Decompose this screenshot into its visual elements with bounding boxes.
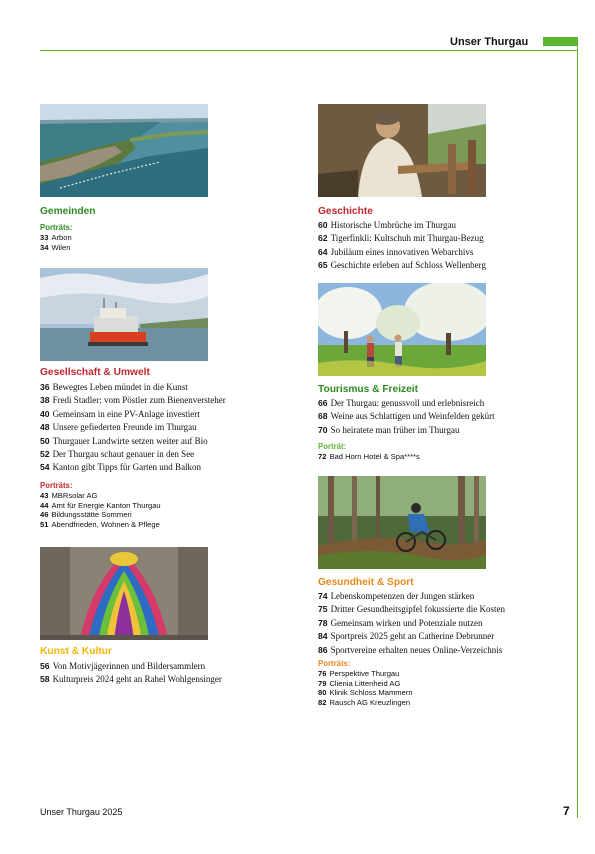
- portrait-text: Perspektive Thurgau: [329, 669, 400, 678]
- portrait-text: Amt für Energie Kanton Thurgau: [51, 500, 161, 510]
- toc-entry: [318, 410, 495, 423]
- portrait-entry: [40, 491, 161, 501]
- toc-entry: [40, 660, 222, 673]
- section-title-tourismus: Tourismus & Freizeit: [318, 384, 419, 395]
- toc-entry: [40, 421, 226, 434]
- article-title: Jubiläum eines innovativen Webarchivs: [330, 246, 474, 257]
- article-title: Sportpreis 2025 geht an Catherine Debrunner: [330, 631, 495, 642]
- portraits-tourismus: [318, 442, 420, 462]
- page-number: 72: [318, 452, 327, 461]
- page-number: 70: [318, 424, 328, 435]
- portrait-entry: [40, 243, 73, 253]
- page-number: 46: [40, 510, 49, 520]
- portrait-entry: [40, 233, 73, 243]
- page-number: 78: [318, 617, 328, 628]
- portraits-gesundheit: [318, 659, 413, 708]
- page-number: 51: [40, 520, 49, 530]
- page-number: 80: [318, 688, 327, 698]
- photo-research-boat: [40, 268, 208, 361]
- toc-entry: [318, 617, 505, 630]
- article-title: Tigerfinkli: Kultschuh mit Thurgau-Bezug: [330, 233, 484, 244]
- article-title: Thurgauer Landwirte setzen weiter auf Bio: [52, 435, 208, 446]
- portraits-gesellschaft: [40, 481, 161, 530]
- page-number: 82: [318, 698, 327, 708]
- portrait-entry: [40, 501, 161, 511]
- toc-entry: [40, 394, 226, 407]
- toc-tourismus: [318, 397, 495, 437]
- page-number: 79: [318, 678, 327, 688]
- article-title: Der Thurgau: genussvoll und erlebnisreich: [330, 398, 485, 408]
- header-accent-bar: [543, 37, 578, 46]
- portrait-text: Arbon: [51, 233, 72, 242]
- section-title-gesellschaft: Gesellschaft & Umwelt: [40, 367, 150, 378]
- toc-entry: [318, 603, 505, 616]
- page-number: 86: [318, 644, 328, 655]
- portrait-entry: [318, 452, 420, 462]
- page-number: 44: [40, 500, 49, 510]
- photo-arbon-aerial: [40, 104, 208, 197]
- article-title: Der Thurgau schaut genauer in den See: [52, 449, 195, 460]
- article-title: Weine aus Schlattigen und Weinfelden gekürt: [330, 411, 495, 422]
- toc-kunst: [40, 660, 222, 687]
- article-title: Geschichte erleben auf Schloss Wellenberg: [330, 260, 486, 271]
- page-number: 38: [40, 395, 50, 406]
- page-number: 62: [318, 233, 328, 244]
- magazine-header-title: Unser Thurgau: [450, 36, 529, 48]
- toc-entry: [40, 435, 226, 448]
- toc-gesundheit: [318, 590, 505, 657]
- article-title: Fredi Stadler: vom Pöstler zum Bienenversteher: [52, 395, 226, 406]
- toc-entry: [318, 630, 505, 643]
- portrait-text: Bad Horn Hotel & Spa****s: [329, 452, 420, 461]
- portraits-label: Porträts:: [40, 223, 73, 232]
- page-number: 50: [40, 435, 50, 446]
- article-title: Dritter Gesundheitsgipfel fokussierte die Kosten: [330, 604, 506, 615]
- article-title: Historische Umbrüche im Thurgau: [330, 220, 456, 230]
- toc-entry: [40, 381, 226, 394]
- toc-entry: [40, 448, 226, 461]
- portrait-text: Bildungsstätte Sommeri: [51, 510, 132, 520]
- portrait-text: Clienia Littenheid AG: [329, 678, 401, 688]
- article-title: Von Motivjägerinnen und Bildersammlern: [52, 661, 206, 671]
- toc-entry: [318, 590, 505, 603]
- portraits-label: Porträts:: [40, 481, 73, 490]
- toc-entry: [40, 461, 226, 474]
- photo-craftsman-lathe: [318, 104, 486, 197]
- page-number: 34: [40, 242, 49, 252]
- page-number: 36: [40, 382, 50, 392]
- section-title-kunst: Kunst & Kultur: [40, 646, 112, 657]
- portrait-entry: [318, 698, 413, 708]
- portrait-text: Wilen: [51, 242, 71, 252]
- page-number: 65: [318, 260, 328, 271]
- section-title-gemeinden: Gemeinden: [40, 206, 96, 217]
- toc-entry: [318, 259, 486, 272]
- page-number: 58: [40, 674, 50, 685]
- toc-gesellschaft: [40, 381, 226, 475]
- photo-mountain-biker: [318, 476, 486, 569]
- photo-textile-sculpture: [40, 547, 208, 640]
- page-number: 68: [318, 411, 328, 422]
- page-number: 40: [40, 408, 50, 419]
- page-number: 60: [318, 220, 328, 230]
- portrait-text: MBRsolar AG: [51, 491, 98, 500]
- portraits-label: Porträt:: [318, 442, 347, 451]
- page-number: 64: [318, 246, 328, 257]
- toc-entry: [318, 232, 486, 245]
- portrait-text: Abendfrieden, Wohnen & Pflege: [51, 520, 160, 530]
- portrait-entry: [318, 669, 413, 679]
- portrait-entry: [318, 679, 413, 689]
- toc-entry: [318, 397, 495, 410]
- page-number: 48: [40, 422, 50, 433]
- article-title: Gemeinsam in eine PV-Anlage investiert: [52, 408, 200, 419]
- page-number: 54: [40, 462, 50, 473]
- article-title: Bewegtes Leben mündet in die Kunst: [52, 382, 188, 392]
- photo-blossom-orchard: [318, 283, 486, 376]
- page-number: 75: [318, 604, 328, 615]
- section-title-geschichte: Geschichte: [318, 206, 373, 217]
- page-number: 66: [318, 398, 328, 408]
- page-number: 74: [318, 591, 328, 601]
- portrait-entry: [40, 510, 161, 520]
- toc-entry: [318, 424, 495, 437]
- page-number: 43: [40, 491, 49, 500]
- page-number: 76: [318, 669, 327, 678]
- toc-entry: [318, 644, 505, 657]
- article-title: Kanton gibt Tipps für Garten und Balkon: [52, 462, 202, 473]
- portrait-text: Rausch AG Kreuzlingen: [329, 698, 411, 708]
- article-title: Lebenskompetenzen der Jungen stärken: [330, 591, 475, 601]
- portrait-entry: [40, 520, 161, 530]
- toc-entry: [40, 408, 226, 421]
- header-rule: [40, 50, 578, 51]
- toc-entry: [40, 673, 222, 686]
- article-title: Unsere gefiederten Freunde im Thurgau: [52, 422, 197, 433]
- footer-magazine-title: Unser Thurgau 2025: [40, 807, 123, 817]
- section-title-gesundheit: Gesundheit & Sport: [318, 577, 414, 588]
- article-title: So heiratete man früher im Thurgau: [330, 424, 460, 435]
- footer-page-number: 7: [563, 804, 570, 818]
- page-number: 84: [318, 631, 328, 642]
- toc-entry: [318, 246, 486, 259]
- page-number: 56: [40, 661, 50, 671]
- page-number: 52: [40, 449, 50, 460]
- portraits-gemeinden: [40, 223, 73, 252]
- toc-entry: [318, 219, 486, 232]
- portrait-entry: [318, 688, 413, 698]
- article-title: Sportvereine erhalten neues Online-Verzeichnis: [330, 644, 503, 655]
- article-title: Kulturpreis 2024 geht an Rahel Wohlgensinger: [52, 674, 222, 685]
- portrait-text: Klinik Schloss Mammern: [329, 688, 413, 698]
- right-margin-rule: [577, 46, 578, 818]
- portraits-label: Porträts:: [318, 659, 351, 668]
- toc-geschichte: [318, 219, 486, 273]
- article-title: Gemeinsam wirken und Potenziale nutzen: [330, 617, 483, 628]
- page-number: 33: [40, 233, 49, 242]
